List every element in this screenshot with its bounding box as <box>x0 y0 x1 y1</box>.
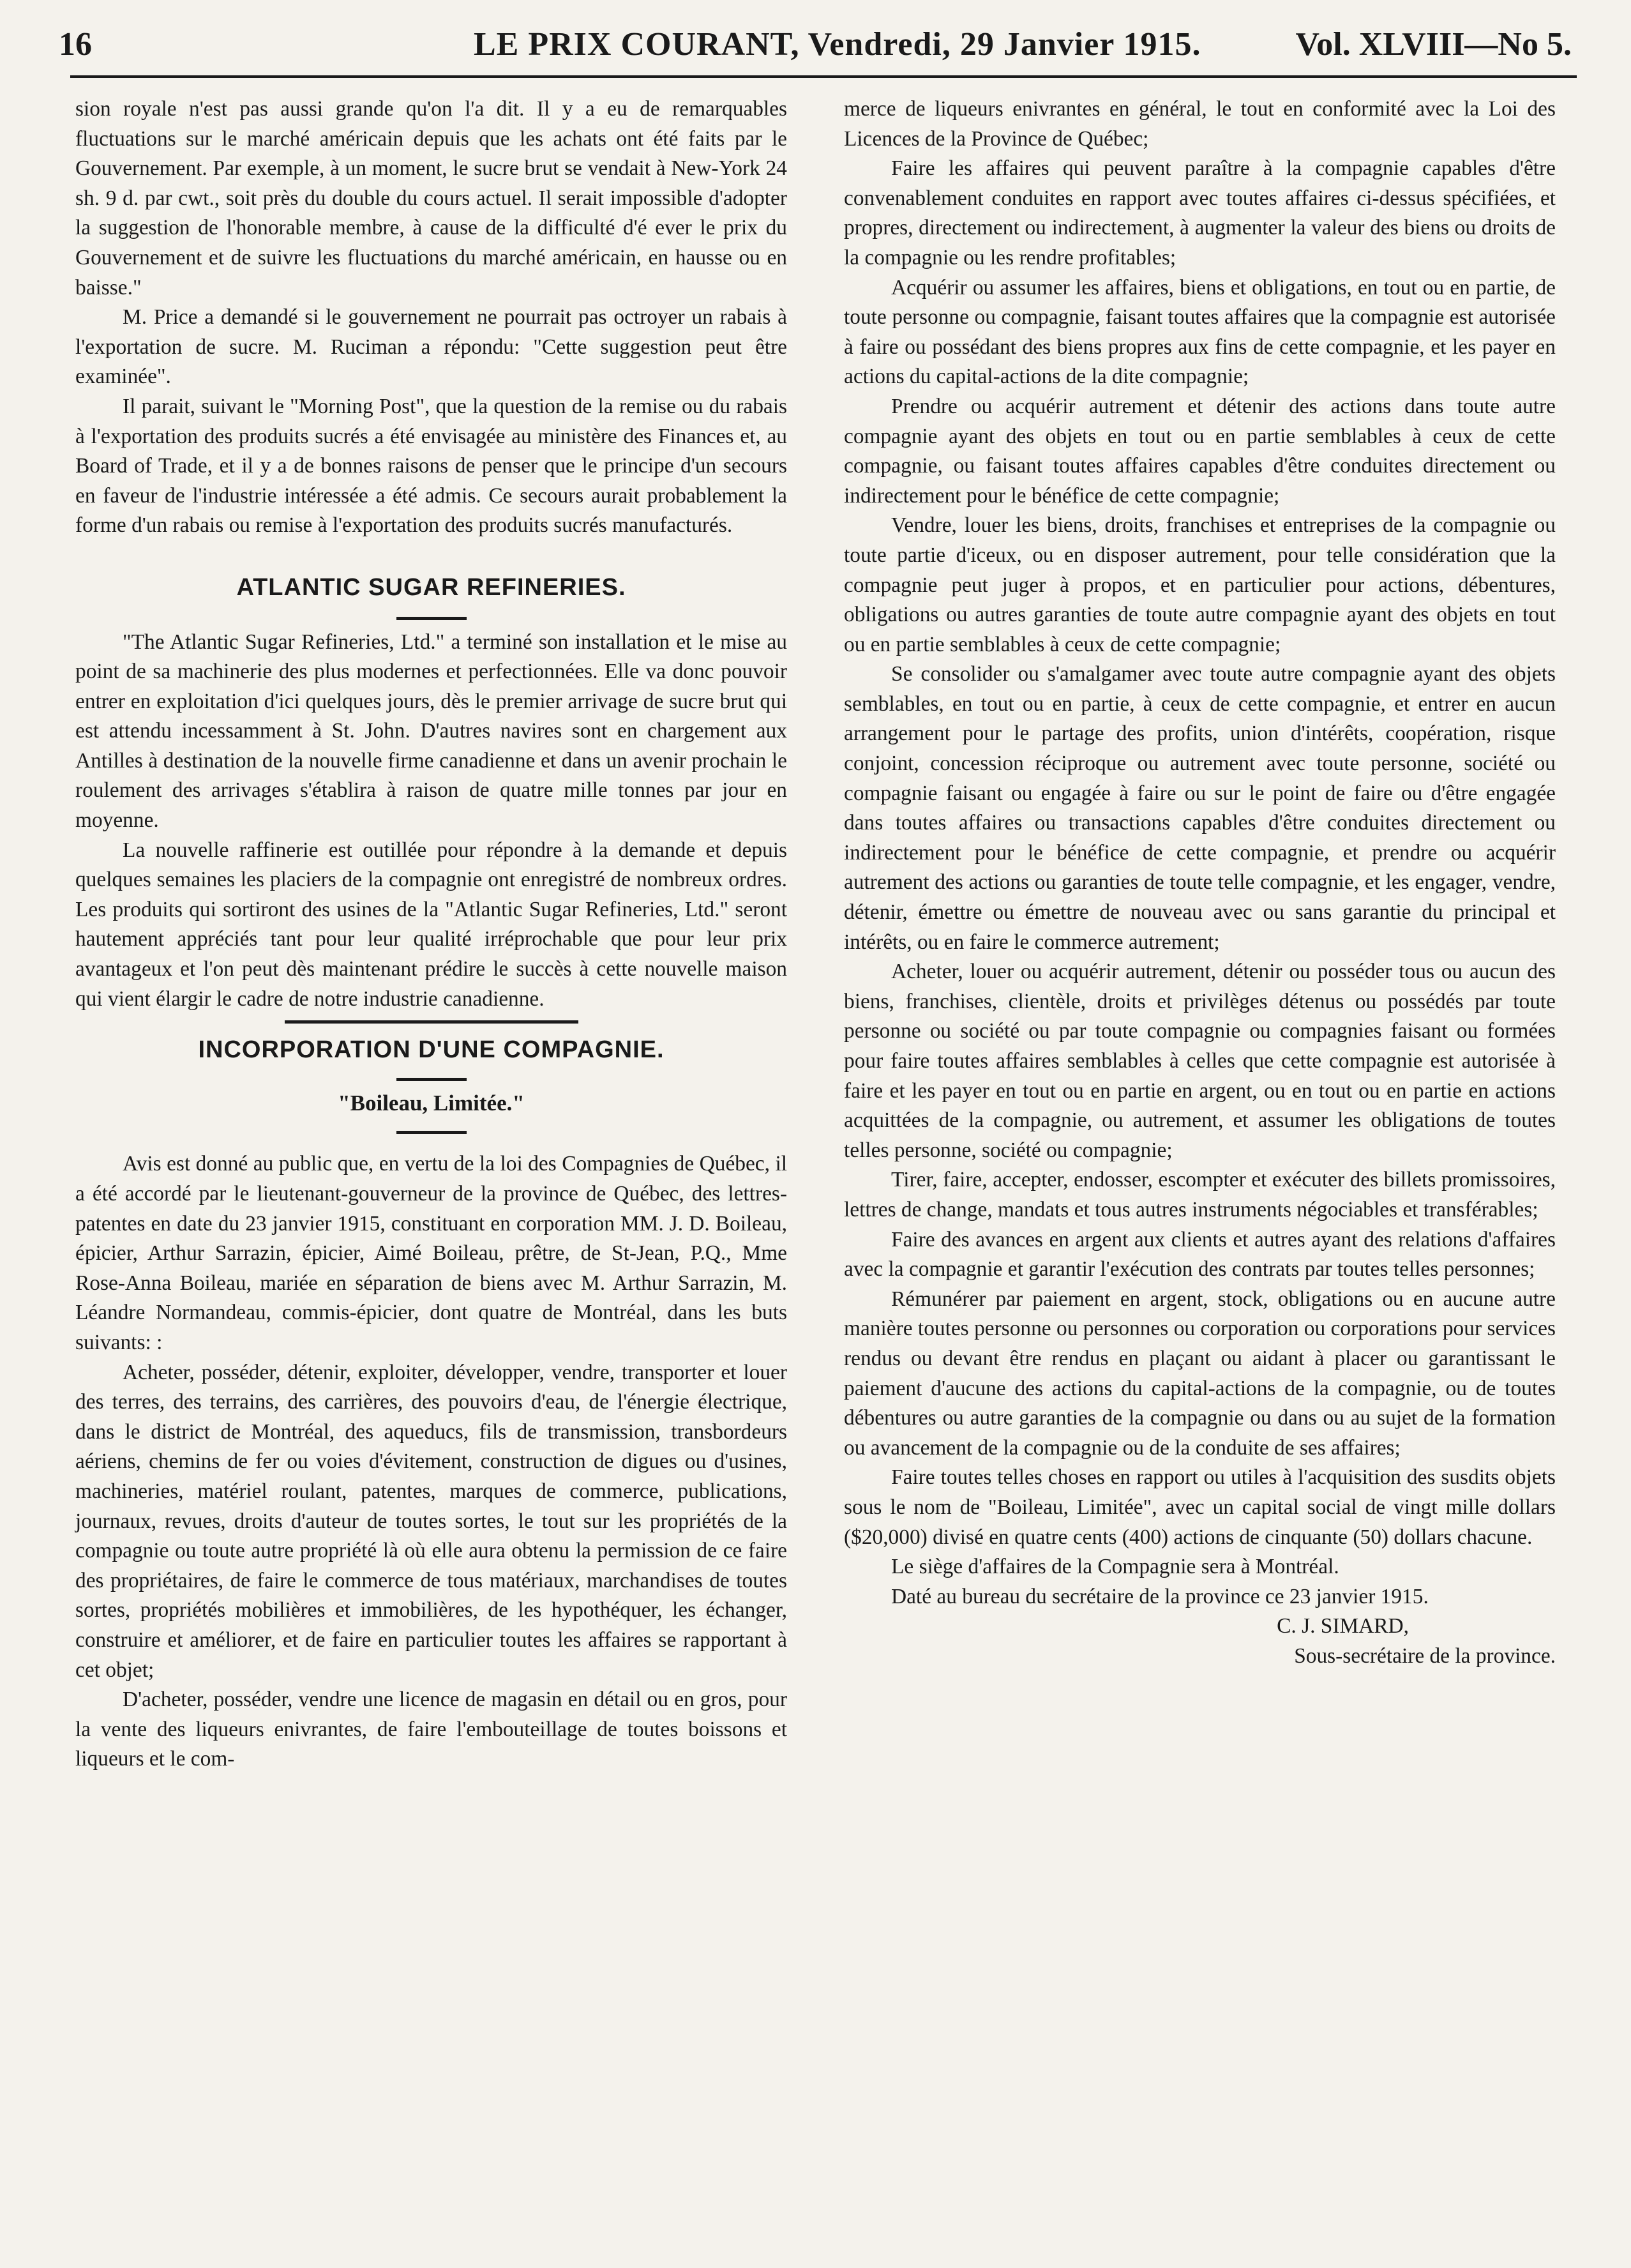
section-divider <box>396 1131 467 1134</box>
page-header <box>59 26 1572 77</box>
article-paragraph: Daté au bureau du secrétaire de la province ce 23 janvier 1915. <box>891 1584 1429 1608</box>
page-number: 16 <box>59 26 92 63</box>
article-paragraph: Se consolider ou s'amalgamer avec toute autre compagnie ayant des objets semblables, en tout ou en partie, à ceux de cette compagnie, et entrer en aucun arrangement pour le partage des profits, union d'intérêts, coopération, risque conjoint, concession réciproque ou autrement avec toute personne, société ou compagnie faisant ou engagée à faire ou sur le point de faire ou d'être engagée dans toutes affaires ou transactions capables d'être conduites directement ou indirectement pour le bénéfice de cette compagnie, et prendre ou acquérir autrement des actions ou garanties de toute telle compagnie, et les engager, vendre, détenir, émettre ou émettre de nouveau avec ou sans garantie du principal et intérêts, ou en faire le commerce autrement; <box>844 662 1556 954</box>
article-paragraph: Acheter, posséder, détenir, exploiter, développer, vendre, transporter et louer des terres, des terrains, des carrières, des pouvoirs d'eau, de l'énergie électrique, dans le district de Montréal, des aqueducs, fils de transmission, transbordeurs aériens, chemins de fer ou voies d'évitement, construction de digues ou d'usines, machineries, matériel roulant, patentes, marques de commerce, publications, journaux, revues, droits d'auteur de toutes sortes, le tout sur les propriétés de la compagnie ou toute autre propriété là où elle aura obtenu la permission de ce faire des propriétaires, de faire le commerce de tous matériaux, marchandises de toutes sortes, propriétés mobilières et immobilières, de les hypothéquer, les échanger, construire et améliorer, et de faire en particulier toutes les affaires se rapportant à cet objet; <box>75 1360 787 1682</box>
article-paragraph: merce de liqueurs enivrantes en général, le tout en conformité avec la Loi des Licences de la Province de Québec; <box>844 97 1556 151</box>
section-incorporation <box>75 1020 787 1134</box>
volume-number: Vol. XLVIII—No 5. <box>1295 26 1572 63</box>
right-column <box>844 94 1556 1671</box>
article-paragraph: Avis est donné au public que, en vertu de la loi des Compagnies de Québec, il a été accordé par le lieutenant-gouverneur de la province de Québec, des lettres-patentes en date du 23 janvier 1915, constituant en corporation MM. J. D. Boileau, épicier, Arthur Sarrazin, épicier, Aimé Boileau, prêtre, de St-Jean, P.Q., Mme Rose-Anna Boileau, mariée en séparation de biens avec M. Arthur Sarrazin, M. Léandre Normandeau, commis-épicier, dont quatre de Montréal, dans les buts suivants: : <box>75 1152 787 1354</box>
section-heading-incorporation: INCORPORATION D'UNE COMPAGNIE. <box>198 1036 665 1064</box>
company-name-subheading: "Boileau, Limitée." <box>338 1090 525 1115</box>
section-divider <box>285 1020 578 1024</box>
article-paragraph: sion royale n'est pas aussi grande qu'on l'a dit. Il y a eu de remarquables fluctuations sur le marché américain depuis que les achats ont été faits par le Gouvernement. Par exemple, à un moment, le sucre brut se vendait à New-York 24 sh. 9 d. par cwt., soit près du double du cours actuel. Il serait impossible d'adopter la suggestion de l'honorable membre, à cause de la difficulté d'é ever le prix du Gouvernement et de suivre les fluctuations du marché américain, en hausse ou en baisse." <box>75 97 787 299</box>
article-paragraph: Faire toutes telles choses en rapport ou utiles à l'acquisition des susdits objets sous le nom de "Boileau, Limitée", avec un capital social de vingt mille dollars ($20,000) divisé en quatre cents (400) actions de cinquante (50) dollars chacune. <box>844 1465 1556 1549</box>
left-column <box>75 94 787 1774</box>
signature-title: Sous-secrétaire de la province. <box>1294 1644 1556 1668</box>
publication-title: LE PRIX COURANT, Vendredi, 29 Janvier 1915. <box>474 26 1201 63</box>
article-paragraph: Faire des avances en argent aux clients et autres ayant des relations d'affaires avec la compagnie et garantir l'exécution des contrats par toutes telles personnes; <box>844 1227 1556 1281</box>
header-rule <box>70 75 1577 78</box>
article-paragraph: Le siège d'affaires de la Compagnie sera à Montréal. <box>891 1555 1339 1579</box>
section-atlantic <box>75 573 787 620</box>
article-paragraph: Tirer, faire, accepter, endosser, escompter et exécuter des billets promissoires, lettres de change, mandats et tous autres instruments négociables et transférables; <box>844 1168 1556 1221</box>
article-paragraph: Acquérir ou assumer les affaires, biens et obligations, en tout ou en partie, de toute personne ou compagnie, faisant toutes affaires que la compagnie est autorisée à faire ou possédant des biens propres aux fins de cette compagnie, et les payer en actions du capital-actions de la dite compagnie; <box>844 275 1556 389</box>
article-paragraph: La nouvelle raffinerie est outillée pour répondre à la demande et depuis quelques semaines les placiers de la compagnie ont enregistré de nombreux ordres. Les produits qui sortiront des usines de la "Atlantic Sugar Refineries, Ltd." seront hautement appréciés tant pour leur qualité irréprochable que pour leur prix avantageux et l'on peut dès maintenant prédire le succès à cette nouvelle maison qui vient élargir le cadre de notre industrie canadienne. <box>75 838 787 1011</box>
article-paragraph: M. Price a demandé si le gouvernement ne pourrait pas octroyer un rabais à l'exportation de sucre. M. Ruciman a répondu: "Cette suggestion peut être examinée". <box>75 305 787 389</box>
section-divider <box>396 617 467 620</box>
section-heading-atlantic: ATLANTIC SUGAR REFINERIES. <box>236 573 626 601</box>
article-paragraph: Prendre ou acquérir autrement et détenir des actions dans toute autre compagnie ayant des objets en tout ou en partie semblables à ceux de cette compagnie, ou faisant toutes affaires capables d'être conduites directement ou indirectement pour le bénéfice de cette compagnie; <box>844 394 1556 508</box>
article-paragraph: Vendre, louer les biens, droits, franchises et entreprises de la compagnie ou toute partie d'iceux, ou en disposer autrement, pour telle considération que la compagnie peut juger à propos, et en particulier pour actions, débentures, obligations ou autres garanties de toute autre compagnie ayant des objets en tout ou en partie semblables à ceux de cette compagnie; <box>844 513 1556 656</box>
article-paragraph: Rémunérer par paiement en argent, stock, obligations ou en aucune autre manière toutes personne ou personnes ou corporation ou corporations pour services rendus ou devant être rendus en plaçant ou aidant à placer ou garantissant le paiement d'aucune des actions du capital-actions de la compagnie, ou de toutes débentures ou autre garanties de la compagnie ou dans ou au sujet de la formation ou avancement de la compagnie ou de la conduite de ses affaires; <box>844 1287 1556 1460</box>
article-paragraph: Acheter, louer ou acquérir autrement, détenir ou posséder tous ou aucun des biens, franchises, clientèle, droits et privilèges détenus ou possédés par toute personne ou société ou par toute compagnie ou compagnies faisant ou formées pour faire toutes affaires semblables à celles que cette compagnie est autorisée à faire et les payer en tout ou en partie en argent, ou en tout ou en partie en actions acquittées de la compagnie, ou autrement, et assumer les obligations de toutes telles personne, société ou compagnie; <box>844 960 1556 1162</box>
article-paragraph: D'acheter, posséder, vendre une licence de magasin en détail ou en gros, pour la vente des liqueurs enivrantes, de faire l'embouteillage de toutes boissons et liqueurs et le com- <box>75 1688 787 1771</box>
signature-name: C. J. SIMARD, <box>1277 1614 1409 1638</box>
article-paragraph: "The Atlantic Sugar Refineries, Ltd." a terminé son installation et le mise au point de sa machinerie des plus modernes et perfectionnées. Elle va donc pouvoir entrer en exploitation d'ici quelques jours, dès le premier arrivage de sucre brut qui est attendu incessamment à St. John. D'autres navires sont en chargement aux Antilles à destination de la nouvelle firme canadienne et dans un avenir prochain le roulement des arrivages s'établira à raison de quatre mille tonnes par jour en moyenne. <box>75 630 787 833</box>
section-divider <box>396 1078 467 1081</box>
article-paragraph: Il parait, suivant le "Morning Post", que la question de la remise ou du rabais à l'exportation des produits sucrés a été envisagée au ministère des Finances et, au Board of Trade, et il y a de bonnes raisons de penser que le principe d'un secours en faveur de l'industrie intéressée a été admis. Ce secours aurait probablement la forme d'un rabais ou remise à l'exportation des produits sucrés manufacturés. <box>75 394 787 538</box>
article-paragraph: Faire les affaires qui peuvent paraître à la compagnie capables d'être convenablement conduites en rapport avec toutes affaires ci-dessus spécifiées, et propres, directement ou indirectement, à augmenter la valeur des biens ou droits de la compagnie ou les rendre profitables; <box>844 156 1556 269</box>
